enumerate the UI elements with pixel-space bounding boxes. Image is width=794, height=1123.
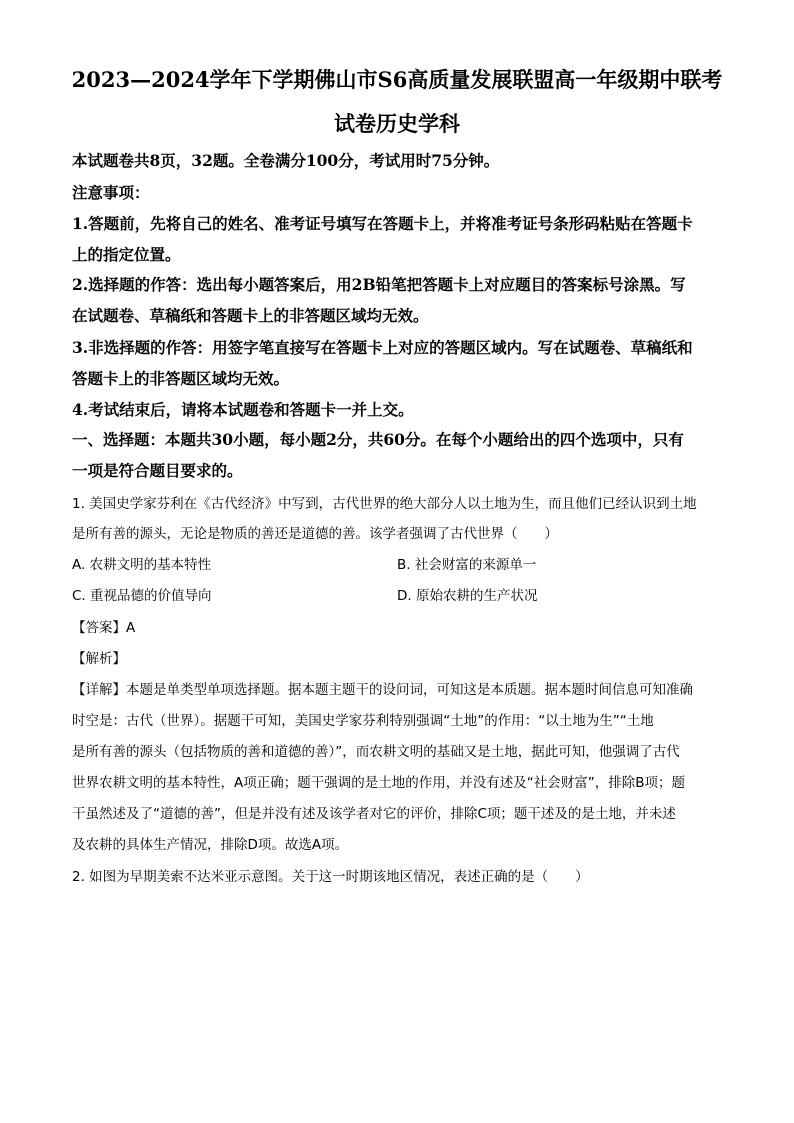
- exam-intro: 本试题卷共8页，32题。全卷满分100分，考试用时75分钟。: [72, 151, 500, 170]
- q1-option-a: A. 农耕文明的基本特性: [72, 557, 212, 573]
- q1-option-d: D. 原始农耕的生产状况: [397, 588, 538, 604]
- notice-1-line-2: 上的指定位置。: [72, 245, 181, 264]
- q1-stem-line-2: 是所有善的源头，无论是物质的善还是道德的善。该学者强调了古代世界（ ）: [72, 526, 558, 542]
- q1-stem-line-1: 1. 美国史学家芬利在《古代经济》中写到，古代世界的绝大部分人以土地为生，而且他们已经认识到土地: [72, 496, 697, 512]
- q1-detail-line-1: 【详解】本题是单类型单项选择题。据本题主题干的设问词，可知这是本质题。据本题时间信息可知准确: [72, 682, 693, 698]
- exam-title-line-2: 试卷历史学科: [334, 111, 460, 136]
- q1-detail-line-2: 时空是：古代（世界）。据题干可知，美国史学家芬利特别强调“土地”的作用：“以土地为生”“土地: [72, 713, 654, 729]
- notice-2-line-2: 在试题卷、草稿纸和答题卡上的非答题区域均无效。: [72, 306, 429, 325]
- q1-detail-line-5: 干虽然述及了“道德的善”，但是并没有述及该学者对它的评价，排除C项；题干述及的是土地，并未述: [72, 806, 676, 822]
- q1-detail-line-6: 及农耕的具体生产情况，排除D项。故选A项。: [72, 837, 349, 853]
- q1-detail-line-3: 是所有善的源头（包括物质的善和道德的善）”，而农耕文明的基础又是土地，据此可知，他强调了古代: [72, 744, 680, 760]
- section-heading-line-2: 一项是符合题目要求的。: [72, 461, 243, 480]
- notice-3-line-2: 答题卡上的非答题区域均无效。: [72, 369, 290, 388]
- notice-2-line-1: 2.选择题的作答：选出每小题答案后，用2B铅笔把答题卡上对应题目的答案标号涂黑。写: [72, 275, 686, 294]
- q1-analysis-heading: 【解析】: [72, 651, 126, 667]
- notice-4: 4.考试结束后，请将本试题卷和答题卡一并上交。: [72, 400, 414, 419]
- section-heading-line-1: 一、选择题：本题共30小题，每小题2分，共60分。在每个小题给出的四个选项中，只有: [72, 430, 684, 449]
- notice-1-line-1: 1.答题前，先将自己的姓名、准考证号填写在答题卡上，并将准考证号条形码粘贴在答题卡: [72, 214, 693, 233]
- q2-stem: 2. 如图为早期美索不达米亚示意图。关于这一时期该地区情况，表述正确的是（ ）: [72, 869, 589, 885]
- exam-title-line-1: 2023—2024学年下学期佛山市S6高质量发展联盟高一年级期中联考: [71, 67, 723, 92]
- notice-heading: 注意事项：: [72, 183, 150, 202]
- q1-detail-line-4: 世界农耕文明的基本特性，A项正确；题干强调的是土地的作用，并没有述及“社会财富”，排除B项；题: [72, 775, 685, 791]
- q1-answer: 【答案】A: [72, 620, 136, 636]
- notice-3-line-1: 3.非选择题的作答：用签字笔直接写在答题卡上对应的答题区域内。写在试题卷、草稿纸和: [72, 338, 693, 357]
- q1-option-c: C. 重视品德的价值导向: [72, 588, 212, 604]
- q1-option-b: B. 社会财富的来源单一: [397, 557, 537, 573]
